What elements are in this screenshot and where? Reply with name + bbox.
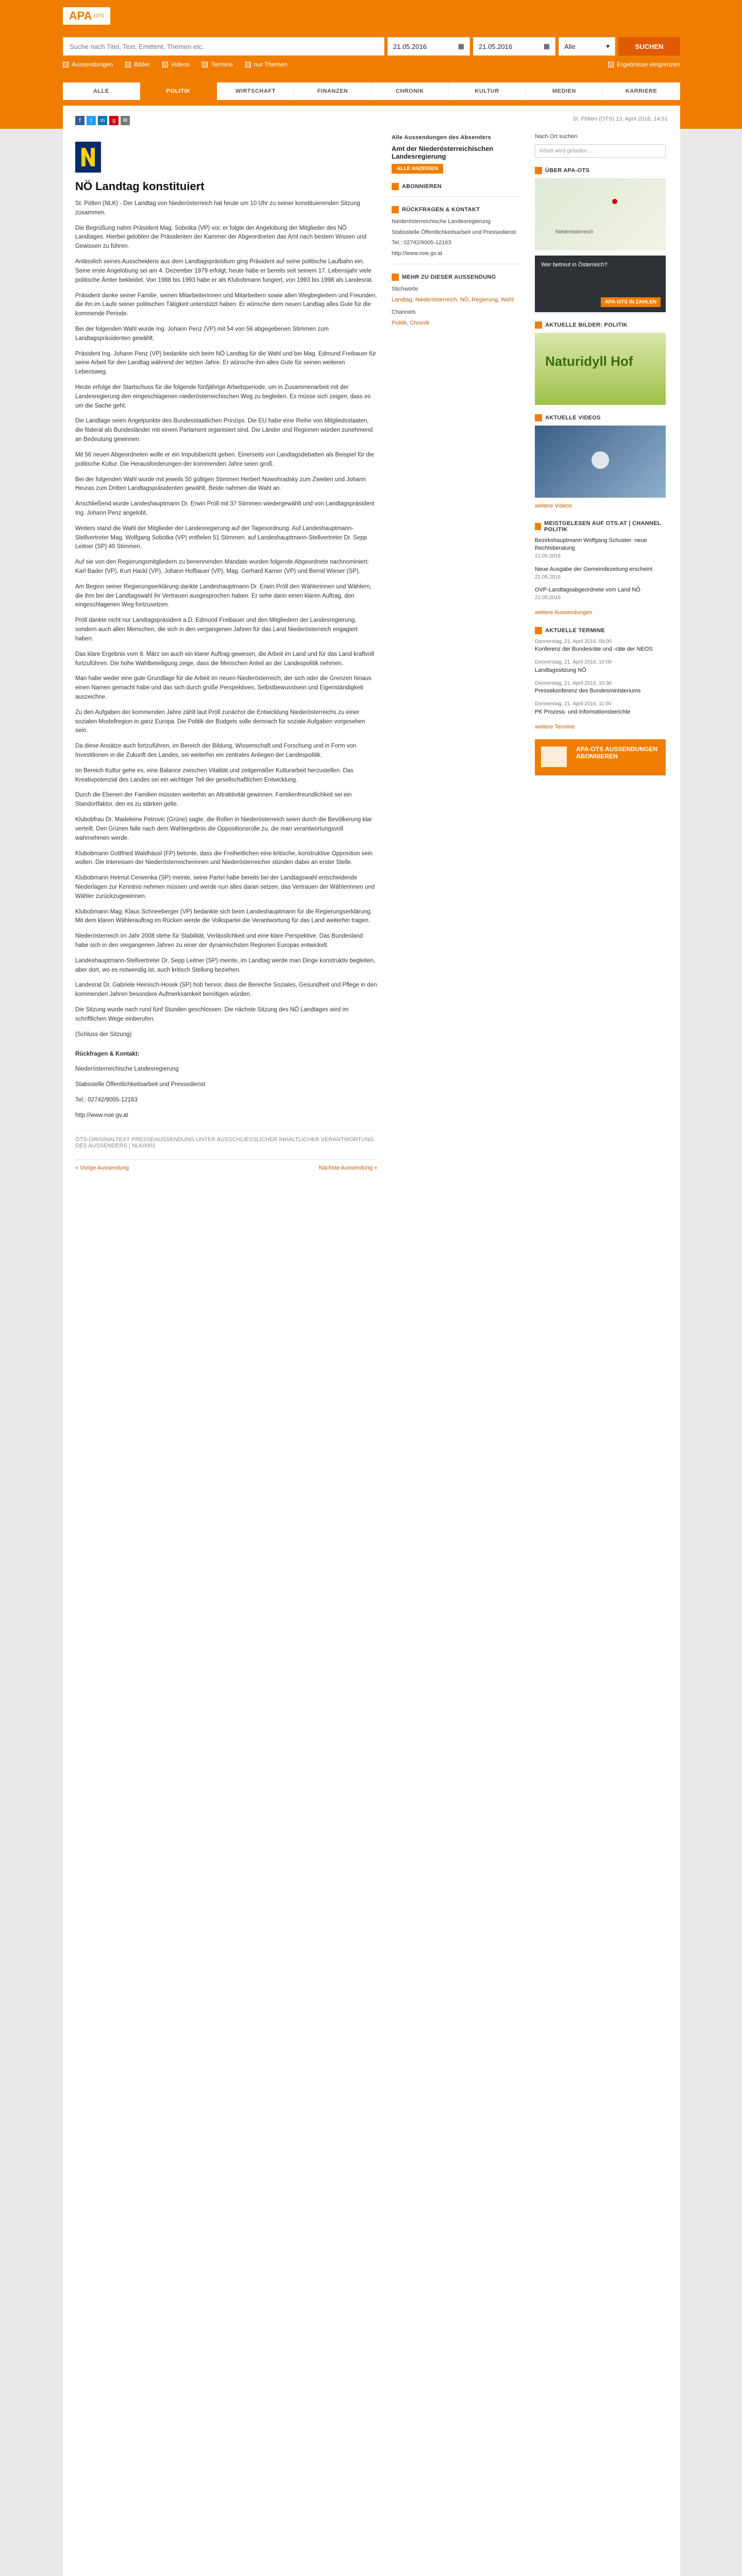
sender-contact-line: Tel.: 02742/9005-12163 [392,240,451,246]
article-paragraph: Landeshauptmann-Stellvertreter Dr. Sepp Leitner (SP) meinte, im Landtag werde man Dinge konstruktiv begleiten, aber dort, wo es notwendig ist, auch kritisch Stellung beziehen. [75,957,376,973]
logo-text: APA [69,9,92,22]
camera-icon [535,321,542,329]
opt-topics[interactable] [245,61,287,68]
checkbox-icon [162,62,168,67]
pager [75,1159,377,1171]
content-panel [63,106,680,2576]
release-info: OTS-ORIGINALTEXT PRESSEAUSSENDUNG UNTER AUSSCHLIESSLICHER INHALTLICHER VERANTWORTUNG DES AUSSENDERS | NLK0001 [75,1130,377,1149]
scope-value: Alle [564,42,576,50]
star-icon [535,523,541,530]
article-paragraph: Klubobmann Helmut Cerwenka (SP) meinte, seine Partei habe bereits bei der Landtagswahl entscheidende Niederlagen zur Kenntnis nehmen müssen und werde nun alles daran setzen, das Vertrauen der Wählerinnen und Wähler zurückzugewinnen. [75,875,375,900]
scope-select[interactable] [559,37,615,56]
opt-refine-label: Ergebnisse eingrenzen [617,61,680,68]
article-date: St. Pölten (OTS) 13. April 2016, 14:51 [572,116,668,122]
linkedin-icon[interactable]: in [98,116,107,125]
date-text: Pressekonferenz des Bundesministeriums [535,688,641,694]
article-paragraph: Man habe weder eine gute Grundlage für die Arbeit im neuen Niederösterreich, der sich oder die Grenzen hinaus einen Namen gemacht habe und das sich durch große Perspektiven, Selbstbewusstsein und Eigenständigkeit auszeichne. [75,675,372,700]
date-time: Donnerstag, 21. April 2016, 11:00 [535,701,612,707]
article-paragraph: Bei der folgenden Wahl wurde Ing. Johann Penz (VP) mit 54 von 56 abgegebenen Stimmen zum Landtagspräsidenten gewählt. [75,326,329,342]
nav-wirtschaft[interactable]: WIRTSCHAFT [217,82,295,100]
calendar-icon: ▦ [543,42,550,50]
nav-alle[interactable]: ALLE [63,82,140,100]
date-time: Donnerstag, 21. April 2016, 09:00 [535,638,612,645]
video-player[interactable] [535,426,666,498]
article-paragraph: Präsident Ing. Johann Penz (VP) bedankte sich beim NÖ Landtag für die Wahl und bei Mag. Edmund Freibauer für seine Arbeit für den Landtag während der letzten Jahre. Er wünsche ihm alles Gute für seinen weiteren Lebensweg. [75,350,376,376]
more-dates-link[interactable]: weitere Termine [535,723,575,730]
stats-banner[interactable] [535,256,666,312]
sender-header-label: Alle Aussendungen des Absenders [392,134,492,141]
date-to-field[interactable] [473,37,555,56]
article-title: NÖ Landtag konstituiert [75,180,205,193]
subscribe-icon [392,183,399,190]
checkbox-icon [245,62,251,67]
opt-releases-label: Aussendungen [72,61,113,68]
article-paragraph: Pröll dankte nicht nur Landtagspräsident a.D. Edmund Freibauer und den Mitgliedern der Landesregierung, sondern auch allen Menschen, die sich in den vergangenen Jahren für das Land Niederösterreich engagiert haben. [75,617,358,642]
most-read-text: Neue Ausgabe der Gemeindezeitung erscheint [535,566,653,572]
search-bar [63,37,680,58]
opt-images-label: Bilder [134,61,150,68]
date-time: Donnerstag, 21. April 2016, 10:00 [535,659,612,666]
article-body [75,199,377,1040]
nav-kultur[interactable]: KULTUR [449,82,526,100]
article-paragraph: St. Pölten (NLK) - Der Landtag von Niederösterreich hat heute um 10 Uhr zu seiner konstituierenden Sitzung zusammen. [75,200,360,216]
date-text: Konferenz der Bundesräte und -räte der NEOS [535,646,653,653]
date-from-value: 21.05.2016 [393,42,427,50]
facebook-icon[interactable]: f [75,116,85,125]
more-releases-link[interactable]: weitere Aussendungen [535,609,593,616]
article-paragraph: Anschließend wurde Landeshauptmann Dr. Erwin Pröll mit 37 Stimmen wiedergewählt und von Landtagspräsident Ing. Johann Penz angelobt. [75,501,375,516]
article-paragraph: Zu den Aufgaben der kommenden Jahre zählt laut Pröll zunächst die Entwicklung Niederösterreichs zu einer sozialen Modellregion in ganz Europa. Die Politik der Budgets solle demnach für soziale Aufgaben vorgesehen sein. [75,709,365,734]
more-box-label: MEHR ZU DIESER AUSSENDUNG [402,274,496,280]
most-read-label: MEISTGELESEN AUF OTS.AT | CHANNEL POLITIK [544,520,661,533]
article [75,132,377,1171]
date-item[interactable] [535,701,666,716]
sender-name: Amt der Niederösterreichischen Landesregierung [392,145,494,160]
noe-logo [75,142,101,173]
nav-chronik[interactable]: CHRONIK [372,82,449,100]
contact-line: Niederösterreichische Landesregierung [75,1066,179,1073]
place-search-input[interactable]: Inhalt wird geladen ... [535,144,666,158]
channel-nav [63,82,680,100]
date-item[interactable] [535,638,666,654]
opt-videos[interactable] [162,61,190,68]
share-buttons [75,116,130,125]
sender-header [392,134,520,141]
place-search-label: Nach Ort suchen [535,133,578,140]
region-map[interactable] [535,178,666,250]
politik-images-label: AKTUELLE BILDER: POLITIK [545,321,628,328]
nav-finanzen[interactable]: FINANZEN [294,82,372,100]
play-icon[interactable] [592,451,609,469]
videos-header [535,414,666,421]
most-read-item[interactable] [535,586,666,602]
opt-dates-label: Termine [211,61,233,68]
contact-box-label: RÜCKFRAGEN & KONTAKT [402,207,480,213]
sender-contact-line: Niederösterreichische Landesregierung [392,218,491,225]
search-options [63,61,680,68]
most-read-header [535,520,666,533]
googleplus-icon[interactable]: g [109,116,119,125]
article-paragraph: Klubobmann Mag. Klaus Schneeberger (VP) bedankte sich beim Landeshauptmann für die Regierungserklärung. Mit dem klaren Wählerauftrag im Rücken werde die Volkspartei die Verantwortung für das Land weiterhin tragen. [75,908,372,924]
right-sidebar [535,132,666,1171]
article-meta [75,116,668,125]
banner-button[interactable]: APA-OTS IN ZAHLEN [601,297,661,307]
article-paragraph: Auf sie von den Regierungsmitgliedern zu benennenden Mandate wurden folgende Abgeordnete nachnominiert: Karl Bader (VP), Kurt Hackl (VP), Johann Hofbauer (VP), Mag. Gerhard Karner (VP) und Bernd Wieser (SP). [75,559,369,574]
dates-header [535,627,666,634]
checkbox-icon [608,62,614,67]
nav-karriere[interactable]: KARRIERE [603,82,680,100]
more-videos-link[interactable]: weitere Videos [535,502,572,509]
sender-contact [392,217,520,258]
article-paragraph: Im Bereich Kultur gehe es, eine Balance zwischen Vitalität und zeitgemäßer Kulturarbeit herzustellen. Das Kreativpotenzial des Landes sei ein wichtiger Teil der gesellschaftlichen Entwicklung. [75,767,353,783]
map-label: Niederösterreich [555,229,594,235]
contact-line: http://www.noe.gv.at [75,1112,128,1118]
article-paragraph: Die Begrüßung nahm Präsident Mag. Sobotka (VP) vor, er folgte der Angelobung der Mitglieder des NÖ Landtages. Hierbei gelobten die Präsidenten der Kammer der Abgeordneten das Amt nach bestem Wissen und Gewissen zu führen. [75,225,367,250]
more-box-header [392,274,520,281]
subscribe-box[interactable] [392,183,520,190]
video-icon [535,414,542,421]
article-paragraph: Weiters stand die Wahl der Mitglieder der Landesregierung auf der Tagesordnung. Auf Landeshauptmann-Stellvertreter Mag. Wolfgang Sobotka (VP) entfielen 51 Stimmen, auf Landeshauptmann-Stellvertreter Dr. Sepp Leitner (SP) 40 Stimmen. [75,525,367,550]
search-input[interactable]: Suche nach Titel, Text, Emittent, Themen etc. [63,37,384,56]
opt-topics-label: nur Themen [254,61,288,68]
sender-contact-line: http://www.noe.gv.at [392,250,443,257]
show-all-button[interactable]: ALLE ANZEIGEN [392,164,443,174]
opt-releases[interactable] [63,61,113,68]
article-paragraph: Die Sitzung wurde nach rund fünf Stunden geschlossen. Die nächste Sitzung des NÖ Landtages wird im schriftlichen Wege einberufen. [75,1007,349,1022]
sender-sidebar [392,132,520,1171]
date-item[interactable] [535,659,666,674]
opt-images[interactable] [125,61,150,68]
most-read-date: 21.05.2016 [535,553,561,560]
article-paragraph: Präsident danke seiner Familie, seinen Mitarbeiterinnen und Mitarbeitern sowie allen Wegbegleitern und Freunden, die ihn im Laufe seiner politischen Tätigkeit unterstützt haben. Er wünsche dem neuen Landtag alles Gute für die kommende Periode. [75,292,377,317]
next-release-link[interactable]: Nächste Aussendung » [318,1164,377,1171]
contact-line: Tel.: 02742/9005-12163 [75,1096,138,1103]
sender-contact-line: Stabsstelle Öffentlichkeitsarbeit und Pressedienst [392,229,516,235]
map-pin-icon [612,199,617,204]
most-read-list [535,537,666,602]
prev-release-link[interactable]: « Vorige Aussendung [75,1164,129,1171]
politik-image-caption: Naturidyll Hof [545,353,633,369]
dates-list [535,638,666,717]
article-paragraph: Da diese Ansätze auch fortzuführen, im Bereich der Bildung, Wissenschaft und Forschung und in Form von Investitionen in die Zukunft des Landes, sei weiterhin ein zentrales Anliegen der Landespolitik. [75,743,357,758]
about-header [535,167,666,174]
keywords-links[interactable]: Landtag, Niederösterreich, NÖ, Regierung, Wahl [392,296,514,303]
article-paragraph: Niederösterreich im Jahr 2008 stehe für Stabilität, Verlässlichkeit und eine klare Perspektive. Das Bundesland habe sich in den vergangenen Jahren zu einer der dynamischsten Regionen Europas entwickelt. [75,933,363,948]
search-button[interactable]: SUCHEN [618,37,680,56]
most-read-item[interactable] [535,537,666,561]
subscribe-banner[interactable]: APA-OTS AUSSENDUNGEN ABONNIEREN [535,739,666,775]
date-to-value: 21.05.2016 [479,42,513,50]
mail-icon[interactable]: ✉ [121,116,130,125]
subscribe-label: ABONNIEREN [402,183,442,190]
most-read-date: 21.05.2016 [535,574,561,580]
date-text: PK Prozess- und Informationsberichte [535,708,631,715]
channels-links[interactable]: Politik, Chronik [392,319,430,326]
info-icon [392,274,399,281]
politik-image[interactable] [535,333,666,405]
date-time: Donnerstag, 21. April 2016, 10:30 [535,680,612,686]
videos-label: AKTUELLE VIDEOS [545,414,601,421]
article-paragraph: Klubobmann Gottfried Waldhäusl (FP) betonte, dass die Freiheitlichen eine kritische, konstruktive Opposition sein wollen. Die Interessen der Niederösterreicherinnen und Niederösterreicher stünden dabei an erster Stelle. [75,850,373,866]
article-paragraph: Bei der folgenden Wahl wurde mit jeweils 50 gültigen Stimmen Herbert Nowohradsky zum Zweiten und Johann Heuras zum Dritten Landtagspräsidenten gewählt. Beide nahmen die Wahl an. [75,476,366,492]
article-paragraph: Landesrat Dr. Gabriele Heinisch-Hosek (SP) hob hervor, dass die Bereiche Soziales, Gesundheit und Pflege in den kommenden Jahren besondere Aufmerksamkeit benötigen würden. [75,982,377,998]
about-icon [535,167,542,174]
checkbox-icon [202,62,208,67]
about-label: ÜBER APA-OTS [545,167,590,174]
nav-politik[interactable]: POLITIK [140,82,217,100]
calendar-icon: ▦ [458,42,464,50]
article-paragraph: Am Beginn seiner Regierungserklärung dankte Landeshauptmann Dr. Erwin Pröll den Wählerinnen und Wählern, die ihm bei der Landtagswahl ihr Vertrauen ausgesprochen haben. Er sehe darin einen klaren Auftrag, den eingeschlagenen Weg fortzusetzen. [75,583,372,608]
banner-text: Wer betreut in Österreich? [541,261,608,268]
article-paragraph: Die Landtage seien Angelpunkte des Bundesstaatlichen Prinzips. Die EU habe eine Reihe von Mitgliedsstaaten, die föderal als Bundesländer mit einem Parlament organisiert sind. Die Länder und Regionen würden zunehmend an Bedeutung gewinnen. [75,418,373,443]
date-text: Landtagssitzung NÖ [535,667,586,673]
most-read-text: OVP-Landtagsabgeordnete vom Land NÖ [535,587,640,594]
twitter-icon[interactable]: t [87,116,96,125]
opt-videos-label: Videos [171,61,190,68]
opt-dates[interactable] [202,61,233,68]
most-read-text: Bezirkshauptmann Wolfgang Schuster: neue Rechtsberatung [535,537,647,552]
article-paragraph: (Schluss der Sitzung) [75,1031,132,1038]
article-paragraph: Anlässlich seines Ausscheidens aus dem Landtagspräsidium ging Präsident auf seine politische Laufbahn ein. Seine erste Angelobung sei am 4. Dezember 1979 erfolgt, heute habe er bereits seit seinem 17. Lebensjahr viele politische Ämter bekleidet. Von 1988 bis 1993 habe er als Klubobmann fungiert, von 1993 bis 1998 als Landesrat. [75,259,373,283]
article-paragraph: Mit 56 neuen Abgeordneten wolle er ein Impulsbericht geben. Einerseits von Landtagsdebatten als Beispiel für die politische Kultur. Die Herausforderungen der kommenden Jahre seien groß. [75,451,374,467]
apa-ots-logo[interactable] [63,7,110,25]
article-contact [75,1065,377,1120]
checkbox-icon [63,62,69,67]
contact-box-header [392,206,520,213]
date-from-field[interactable] [387,37,470,56]
most-read-date: 21.05.2016 [535,595,561,601]
article-paragraph: Heute erfolge der Startschuss für die folgende fünfjährige Arbeitsperiode, um in Zusammenarbeit mit der Landesregierung den eingeschlagenen niederösterreichischen Weg zu begleiten. Es müsse sich zeigen, dass es um die Sache geht. [75,384,371,409]
calendar-icon [535,627,542,634]
contact-title: Rückfragen & Kontakt: [75,1050,140,1057]
date-item[interactable] [535,680,666,696]
contact-icon [392,206,399,213]
opt-refine[interactable] [608,61,680,68]
keywords-label: Stichworte [392,286,418,292]
chevron-down-icon: ▾ [606,42,610,50]
logo-sub: OTS [93,13,105,19]
nav-medien[interactable]: MEDIEN [526,82,603,100]
dates-label: AKTUELLE TERMINE [545,627,605,634]
article-paragraph: Klubobfrau Dr. Madeleine Petrovic (Grüne) sagte, die Rollen in Niederösterreich seien durch die Bevölkerung klar verteilt. Den Grünen falle nach dem Wahlergebnis die Oppositionsrolle zu, die man verantwortungsvoll wahrnehmen werde. [75,817,372,841]
checkbox-icon [125,62,131,67]
article-paragraph: Das klare Ergebnis vom 8. März sei auch ein klarer Auftrag gewesen, die Arbeit im Land und für das Land kraftvoll fortzuführen. Die hohe Wahlbeteiligung zeige, dass die Menschen Anteil an der Landespolitik nehmen. [75,651,374,667]
contact-line: Stabsstelle Öffentlichkeitsarbeit und Pressedienst [75,1081,206,1088]
channels-label: Channels [392,309,416,315]
article-paragraph: Durch die Ebenen der Familien müssten weiterhin an Attraktivität gewinnen. Familienfreundlichkeit sei ein Standortfaktor, den es zu stärken gelte. [75,792,352,808]
most-read-item[interactable] [535,566,666,581]
politik-images-header [535,321,666,329]
